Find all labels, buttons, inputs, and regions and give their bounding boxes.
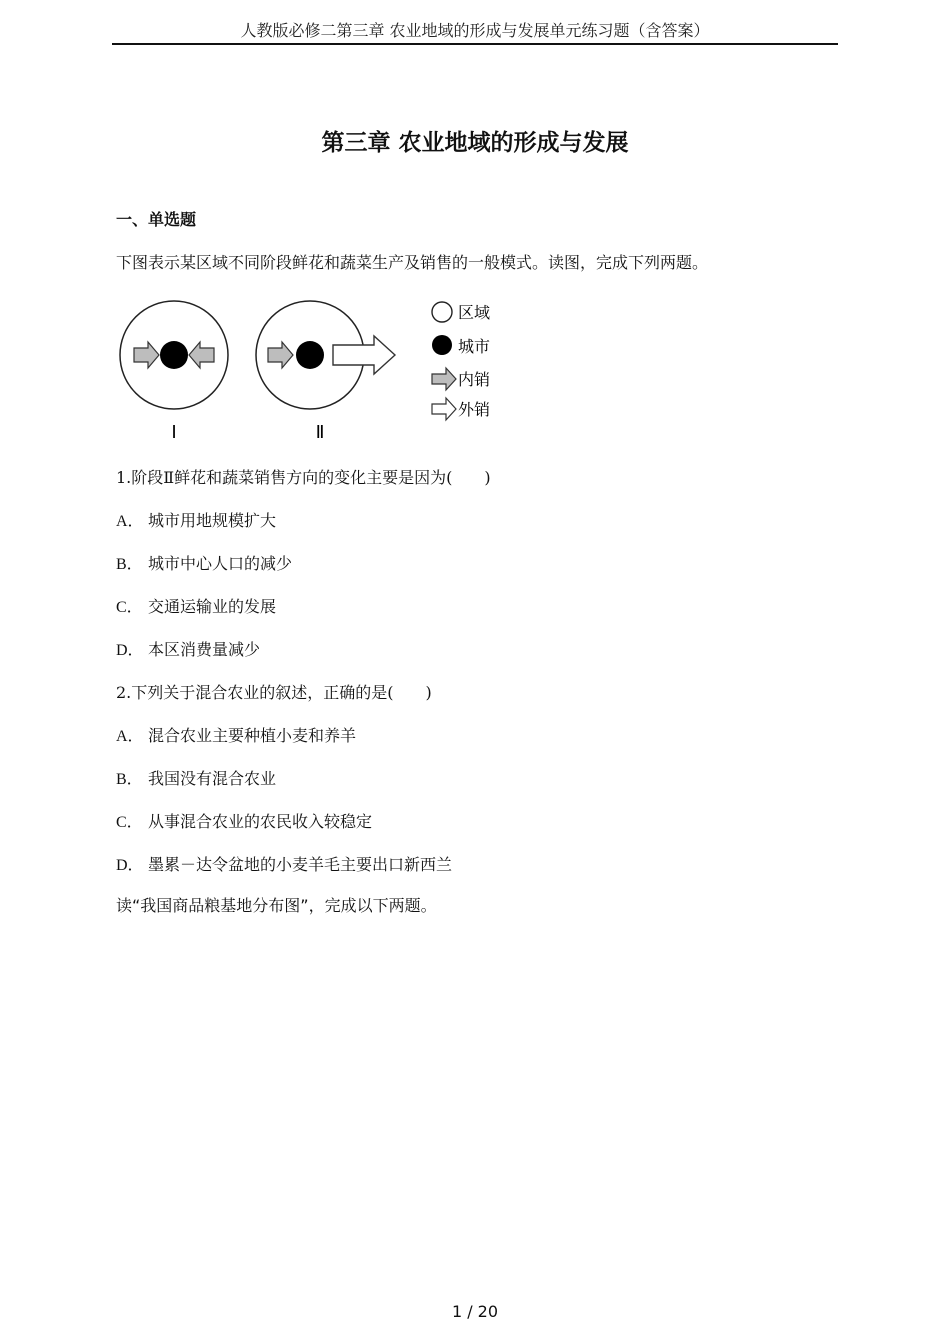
question-2-option-a [116,723,356,746]
stage-2-label: Ⅱ [315,422,325,442]
option-text: 城市用地规模扩大 [148,511,277,530]
question-2-option-c [116,809,372,832]
option-letter: D． [116,642,144,659]
document-title: 第三章 农业地域的形成与发展 [321,130,629,156]
option-text: 混合农业主要种植小麦和养羊 [148,726,357,745]
next-question-intro: 读“我国商品粮基地分布图”，完成以下两题。 [116,896,437,915]
question-2-stem: 2.下列关于混合农业的叙述，正确的是( ) [116,683,432,702]
legend-city-label: 城市 [458,337,491,356]
city-dot [296,341,324,369]
legend-export-label: 外销 [458,400,491,419]
question-1-option-c [116,594,276,617]
option-letter: C． [116,599,143,616]
option-letter: A． [116,513,144,530]
question-1-option-d [116,637,260,660]
page-number: 1 / 20 [451,1302,499,1321]
legend-domestic-icon [432,368,456,390]
section-heading: 一、单选题 [116,210,197,229]
option-letter: A． [116,728,144,745]
city-dot [160,341,188,369]
figure-legend [432,302,490,420]
option-text: 我国没有混合农业 [148,769,277,788]
legend-export-icon [432,398,456,420]
question-1-option-b [116,551,292,574]
question-1-option-a [116,508,276,531]
question-2-option-b [116,766,276,789]
option-text: 从事混合农业的农民收入较稳定 [148,812,373,831]
header-rule [112,43,838,45]
stage-1-label: Ⅰ [171,422,177,442]
legend-region-icon [432,302,452,322]
option-text: 城市中心人口的减少 [148,554,293,573]
stage-2-diagram [256,301,395,409]
legend-domestic-label: 内销 [458,370,491,389]
stage-1-diagram [120,301,228,409]
option-text: 本区消费量减少 [148,640,261,659]
option-text: 交通运输业的发展 [148,597,277,616]
legend-region-label: 区域 [458,303,491,322]
option-letter: B． [116,556,143,573]
flower-vegetable-diagram [112,296,512,446]
option-letter: D． [116,857,144,874]
option-text: 墨累－达令盆地的小麦羊毛主要出口新西兰 [148,855,453,874]
legend-city-icon [432,335,452,355]
question-intro: 下图表示某区域不同阶段鲜花和蔬菜生产及销售的一般模式。读图，完成下列两题。 [116,253,709,272]
question-2-option-d [116,852,452,875]
option-letter: B． [116,771,143,788]
option-letter: C． [116,814,143,831]
question-1-stem: 1.阶段Ⅱ鲜花和蔬菜销售方向的变化主要是因为( ) [116,468,491,487]
page-header-title: 人教版必修二第三章 农业地域的形成与发展单元练习题（含答案） [240,21,710,40]
